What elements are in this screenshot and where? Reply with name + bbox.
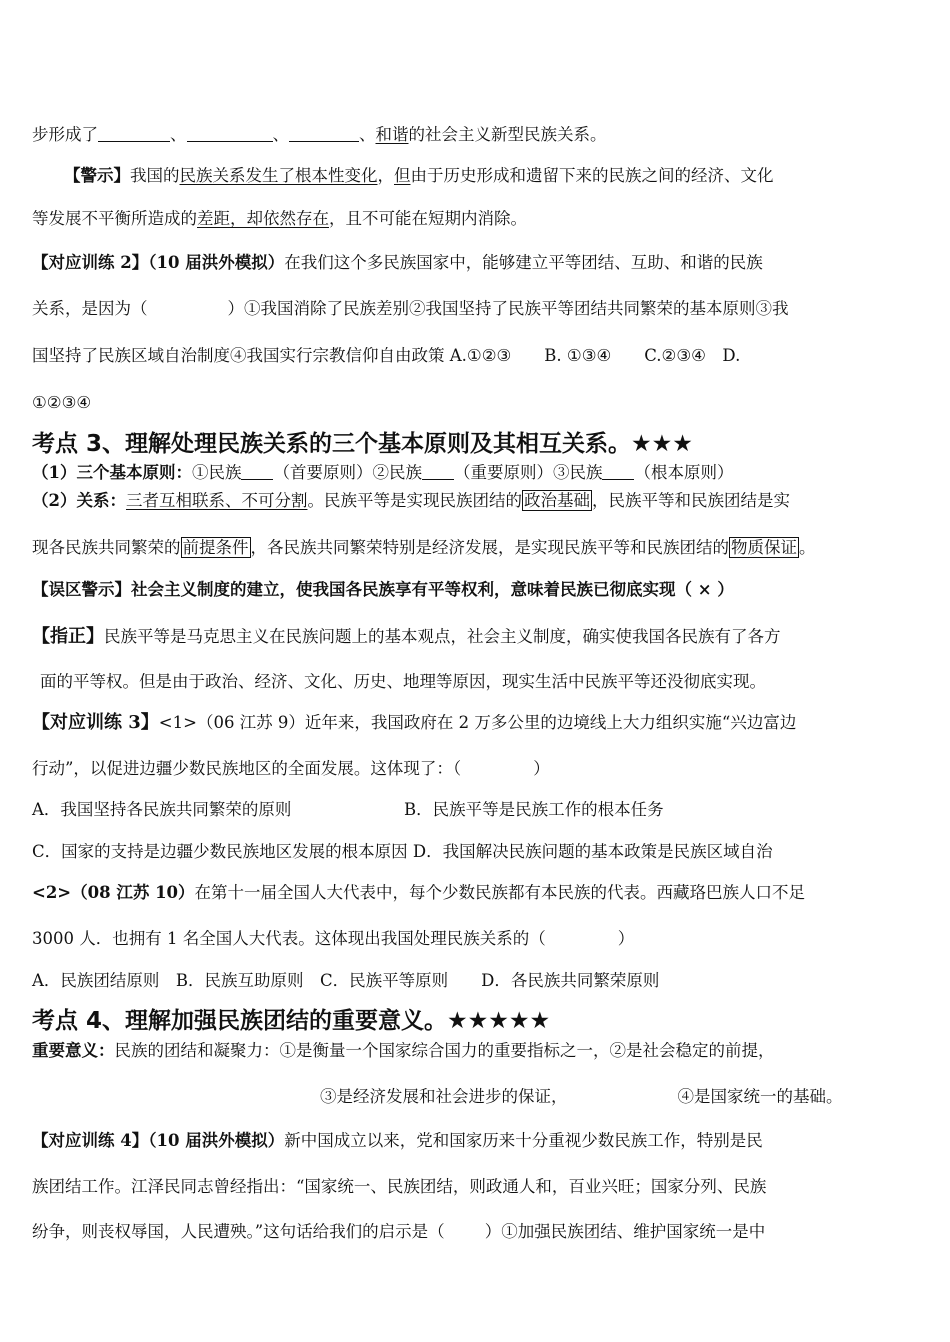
- star-rating: ★★★: [631, 431, 693, 457]
- option-a: A．我国坚持各民族共同繁荣的原则: [32, 800, 292, 819]
- text-line: 面的平等权。但是由于政治、经济、文化、历史、地理等原因，现实生活中民族平等还没彻底实现。: [40, 672, 766, 691]
- warning-tag: 【警示】: [64, 166, 130, 185]
- warning-line: 【警示】我国的民族关系发生了根本性变化，但由于历史形成和遗留下来的民族之间的经济、文化: [64, 166, 774, 185]
- training-3-question: 【对应训练 3】<1>（06 江苏 9）近年来，我国政府在 2 万多公里的边境线上大力组织实施“兴边富边: [32, 712, 797, 733]
- text-line: ③是经济发展和社会进步的保证， ④是国家统一的基础。: [320, 1087, 843, 1106]
- options-line: A．民族团结原则 B．民族互助原则 C．民族平等原则 D．各民族共同繁荣原则: [32, 971, 660, 990]
- training-4-question: 【对应训练 4】（10 届洪外模拟）新中国成立以来，党和国家历来十分重视少数民族工作，特别是民: [32, 1131, 763, 1150]
- section-heading-3: 考点 3、理解处理民族关系的三个基本原则及其相互关系。★★★: [32, 431, 693, 457]
- text-line: 关系，是因为（ ）①我国消除了民族差别②我国坚持了民族平等团结共同繁荣的基本原则③我: [32, 299, 789, 318]
- text-line: ①②③④: [32, 393, 92, 412]
- correction-tag: 【指正】: [32, 626, 104, 647]
- training-3-q2: <2>（08 江苏 10）在第十一届全国人大代表中，每个少数民族都有本民族的代表。西藏珞巴族人口不足: [32, 883, 806, 902]
- correction-line: 【指正】民族平等是马克思主义在民族问题上的基本观点，社会主义制度，确实使我国各民族有了各方: [32, 626, 781, 647]
- text-line: 国坚持了民族区域自治制度④我国实行宗教信仰自由政策 A.①②③ B. ①③④ C.②③④ D.: [32, 346, 741, 365]
- fill-blank: [602, 463, 634, 480]
- star-rating: ★★★★★: [447, 1008, 551, 1034]
- text-line: 等发展不平衡所造成的差距，却依然存在，且不可能在短期内消除。: [32, 209, 527, 228]
- training-tag: 【对应训练 4】: [32, 1131, 149, 1150]
- fill-blank: [241, 463, 273, 480]
- relations-line: （2）关系：三者互相联系、不可分割。民族平等是实现民族团结的 政治基础 ，民族平等和民族团结是实: [32, 491, 790, 510]
- option-b: B．民族平等是民族工作的根本任务: [404, 800, 664, 819]
- misconception-tag: 【误区警示】: [32, 580, 131, 599]
- text-line: 现各民族共同繁荣的 前提条件 ，各民族共同繁荣特别是经济发展，是实现民族平等和民族团结的 物质保证 。: [32, 538, 816, 557]
- text-line: 3000 人．也拥有 1 名全国人大代表。这体现出我国处理民族关系的（ ）: [32, 929, 635, 948]
- text-line: 行动”，以促进边疆少数民族地区的全面发展。这体现了：（ ）: [32, 759, 550, 778]
- significance-tag: 重要意义：: [32, 1041, 115, 1060]
- text-line: 步形成了 、 、 、和谐的社会主义新型民族关系。: [32, 125, 607, 144]
- misconception-line: 【误区警示】社会主义制度的建立，使我国各民族享有平等权利，意味着民族已彻底实现（ × ）: [32, 580, 734, 599]
- fill-blank: [422, 463, 454, 480]
- training-2-question: 【对应训练 2】（10 届洪外模拟）在我们这个多民族国家中，能够建立平等团结、互助、和谐的民族: [32, 253, 763, 272]
- options-cd: C．国家的支持是边疆少数民族地区发展的根本原因 D．我国解决民族问题的基本政策是民族区域自治: [32, 842, 773, 861]
- fill-blank: [289, 125, 359, 142]
- fill-blank: [98, 125, 170, 142]
- text-line: 族团结工作。江泽民同志曾经指出：“国家统一、民族团结，则政通人和，百业兴旺；国家分列、民族: [32, 1177, 767, 1196]
- principles-line: （1）三个基本原则：①民族 （首要原则）②民族 （重要原则）③民族 （根本原则）: [32, 463, 734, 482]
- training-tag: 【对应训练 3】: [32, 712, 159, 733]
- text-line: 纷争，则丧权辱国，人民遭殃。”这句话给我们的启示是（ ）①加强民族团结、维护国家统一是中: [32, 1222, 766, 1241]
- section-heading-4: 考点 4、理解加强民族团结的重要意义。★★★★★: [32, 1008, 551, 1034]
- significance-line: 重要意义：民族的团结和凝聚力：①是衡量一个国家综合国力的重要指标之一，②是社会稳定的前提，: [32, 1041, 775, 1060]
- fill-blank: [187, 125, 273, 142]
- training-tag: 【对应训练 2】: [32, 253, 149, 272]
